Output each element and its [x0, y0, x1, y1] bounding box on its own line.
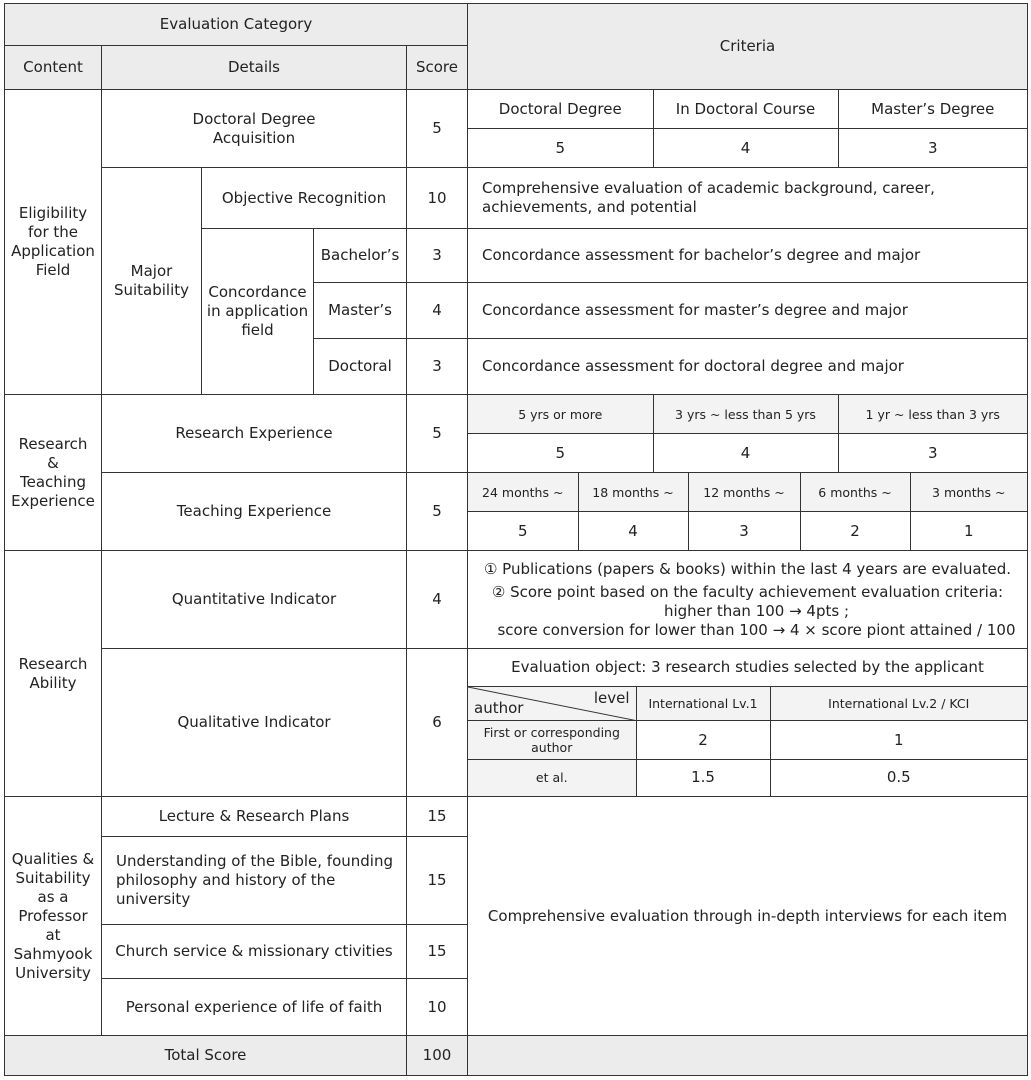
experience-content: Research & Teaching Experience — [5, 395, 102, 551]
et-al-lv2: 0.5 — [770, 759, 1027, 796]
international-lv1-header: International Lv.1 — [636, 687, 770, 721]
teaching-experience-label: Teaching Experience — [102, 473, 407, 551]
score-header: Score — [407, 46, 468, 90]
concordance-label: Concordance in application field — [202, 229, 314, 395]
criteria-header: Criteria — [468, 4, 1028, 90]
research-range: 5 yrs or more — [468, 395, 653, 434]
criteria-masters-degree: Master’s Degree — [838, 90, 1027, 129]
et-al-lv1: 1.5 — [636, 759, 770, 796]
teaching-experience-criteria — [468, 473, 1028, 551]
quantitative-line-3: higher than 100 → 4pts ; — [663, 601, 850, 620]
bible-understanding-score: 15 — [407, 837, 468, 925]
bachelors-label: Bachelor’s — [314, 229, 407, 283]
lecture-research-plans-score: 15 — [407, 797, 468, 837]
qualities-criteria: Comprehensive evaluation through in-depth interviews for each item — [468, 797, 1028, 1036]
research-value: 5 — [468, 434, 653, 473]
major-suitability-label: Major Suitability — [102, 168, 202, 395]
level-author-header — [468, 687, 636, 721]
international-lv2-header: International Lv.2 / KCI — [770, 687, 1027, 721]
teaching-range: 6 months ~ — [800, 473, 910, 512]
objective-recognition-score: 10 — [407, 168, 468, 229]
criteria-doctoral-degree: Doctoral Degree — [498, 99, 622, 118]
research-range: 1 yr ~ less than 3 yrs — [838, 395, 1027, 434]
teaching-value: 1 — [910, 512, 1027, 551]
research-experience-criteria — [468, 395, 1028, 473]
quantitative-line-2: ② Score point based on the faculty achievement evaluation criteria: — [491, 582, 1004, 601]
teaching-range: 18 months ~ — [578, 473, 688, 512]
teaching-value: 2 — [800, 512, 910, 551]
research-experience-score: 5 — [407, 395, 468, 473]
teaching-experience-score: 5 — [407, 473, 468, 551]
teaching-value: 4 — [578, 512, 688, 551]
criteria-in-doctoral-course: In Doctoral Course — [653, 90, 838, 129]
total-criteria-empty — [468, 1036, 1028, 1076]
bachelors-score: 3 — [407, 229, 468, 283]
total-score-value: 100 — [407, 1036, 468, 1076]
teaching-value: 5 — [468, 512, 578, 551]
masters-criteria: Concordance assessment for master’s degree and major — [468, 283, 1028, 339]
first-author-lv1: 2 — [636, 721, 770, 760]
bible-understanding-label: Understanding of the Bible, founding philosophy and history of the university — [102, 837, 407, 925]
teaching-range: 12 months ~ — [688, 473, 800, 512]
quantitative-line-4: score conversion for lower than 100 → 4 × score piont attained / 100 — [497, 620, 1016, 639]
doctoral-score: 3 — [407, 339, 468, 395]
author-label: author — [474, 699, 524, 718]
teaching-range: 3 months ~ — [910, 473, 1027, 512]
objective-recognition-criteria: Comprehensive evaluation of academic background, career, achievements, and potential — [468, 168, 1028, 229]
qualitative-indicator-score: 6 — [407, 649, 468, 797]
eligibility-content: Eligibility for the Application Field — [5, 90, 102, 395]
criteria-value: 5 — [468, 129, 653, 168]
personal-faith-score: 10 — [407, 979, 468, 1036]
research-experience-label: Research Experience — [102, 395, 407, 473]
qualitative-indicator-label: Qualitative Indicator — [102, 649, 407, 797]
content-header: Content — [5, 46, 102, 90]
lecture-research-plans-label: Lecture & Research Plans — [102, 797, 407, 837]
teaching-value: 3 — [688, 512, 800, 551]
evaluation-table-wrapper — [4, 3, 1028, 1076]
research-ability-content: Research Ability — [5, 551, 102, 797]
research-value: 4 — [653, 434, 838, 473]
bachelors-criteria: Concordance assessment for bachelor’s degree and major — [468, 229, 1028, 283]
details-header: Details — [102, 46, 407, 90]
research-value: 3 — [838, 434, 1027, 473]
doctoral-label: Doctoral — [314, 339, 407, 395]
criteria-value: 4 — [653, 129, 838, 168]
quantitative-indicator-criteria — [468, 551, 1028, 649]
church-service-label: Church service & missionary ctivities — [102, 925, 407, 979]
evaluation-object: Evaluation object: 3 research studies selected by the applicant — [511, 658, 984, 676]
first-author-label: First or corresponding author — [468, 721, 636, 760]
teaching-range: 24 months ~ — [468, 473, 578, 512]
doctoral-criteria: Concordance assessment for doctoral degree and major — [468, 339, 1028, 395]
quantitative-indicator-label: Quantitative Indicator — [102, 551, 407, 649]
quantitative-line-1: ① Publications (papers & books) within the last 4 years are evaluated. — [483, 559, 1012, 578]
personal-faith-label: Personal experience of life of faith — [102, 979, 407, 1036]
objective-recognition-label: Objective Recognition — [202, 168, 407, 229]
masters-label: Master’s — [314, 283, 407, 339]
qualities-content: Qualities & Suitability as a Professor at Sahmyook University — [5, 797, 102, 1036]
total-score-label: Total Score — [5, 1036, 407, 1076]
doctoral-degree-criteria — [468, 90, 1028, 168]
quantitative-indicator-score: 4 — [407, 551, 468, 649]
church-service-score: 15 — [407, 925, 468, 979]
evaluation-category-header: Evaluation Category — [5, 4, 468, 46]
research-range: 3 yrs ~ less than 5 yrs — [653, 395, 838, 434]
doctoral-degree-acquisition-label: Doctoral Degree Acquisition — [102, 90, 407, 168]
criteria-value: 3 — [838, 129, 1027, 168]
first-author-lv2: 1 — [770, 721, 1027, 760]
evaluation-table — [4, 3, 1028, 1076]
masters-score: 4 — [407, 283, 468, 339]
level-label: level — [593, 689, 630, 707]
doctoral-degree-acquisition-score: 5 — [407, 90, 468, 168]
qualitative-indicator-criteria — [468, 649, 1028, 797]
et-al-label: et al. — [468, 759, 636, 796]
